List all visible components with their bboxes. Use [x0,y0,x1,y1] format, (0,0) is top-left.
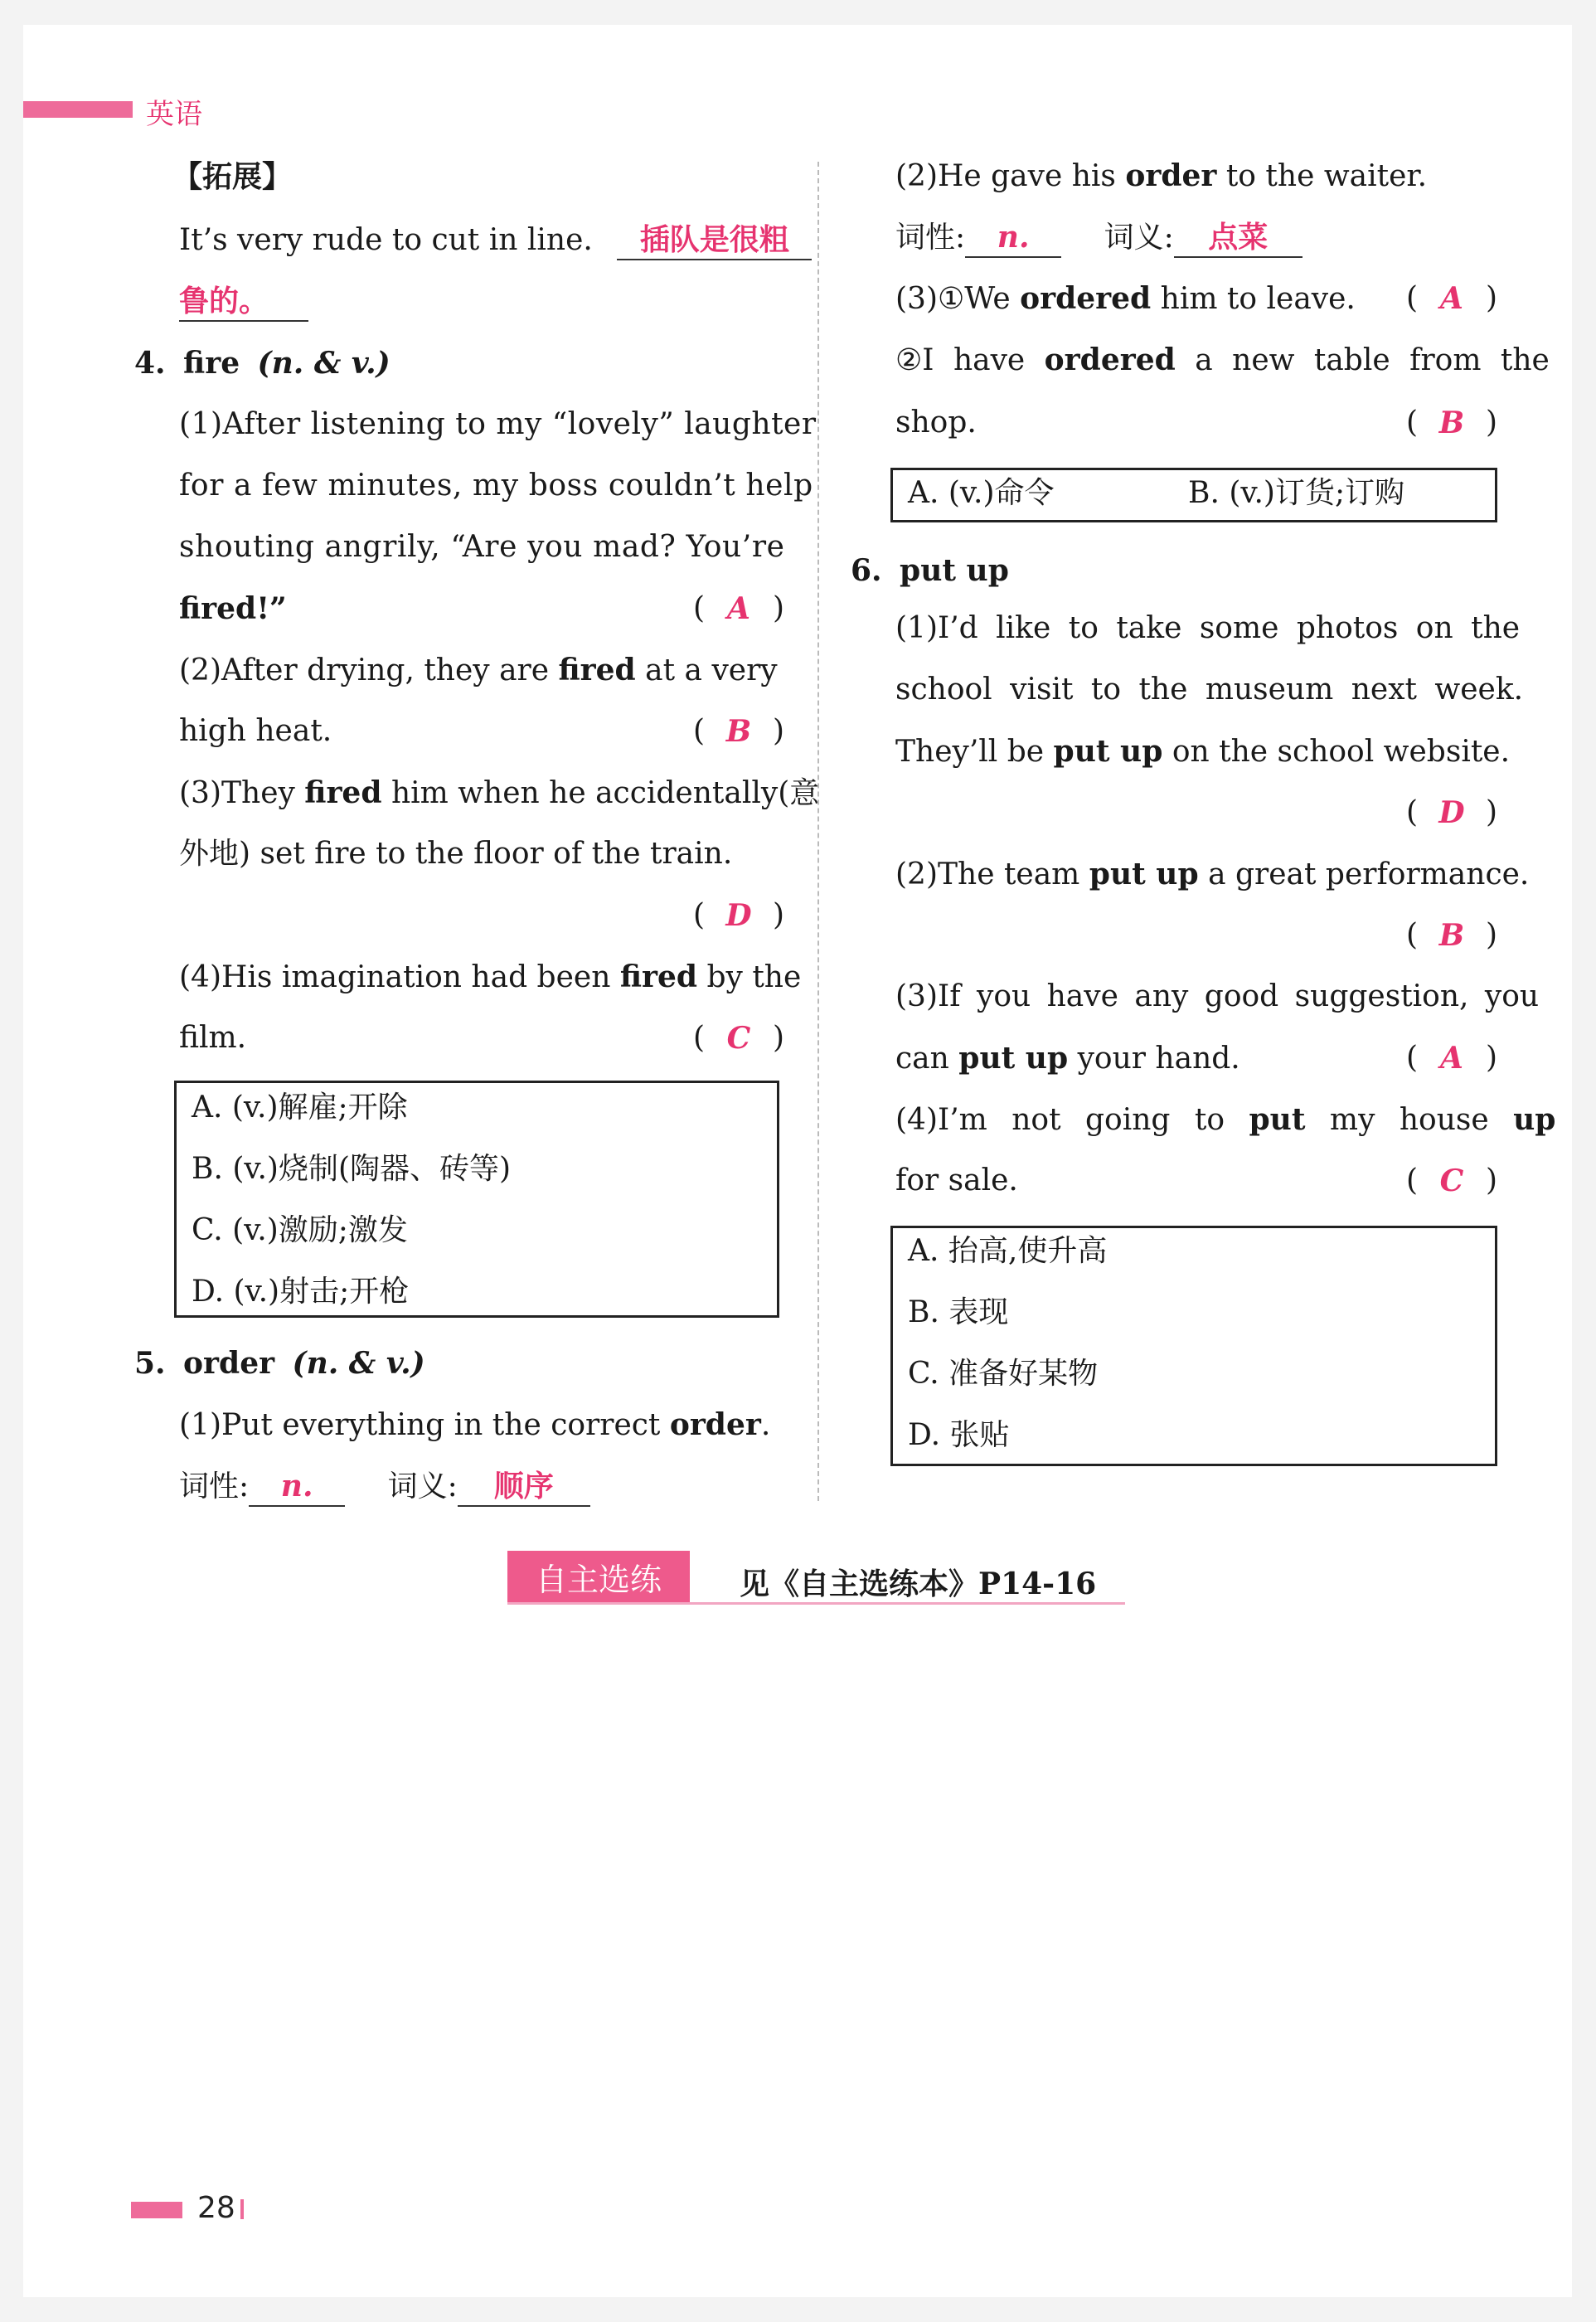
q5-2-pos-answer: n. [997,220,1030,255]
q6-option-c: C. 准备好某物 [908,1357,1099,1391]
q5-heading [134,1345,425,1382]
q4-1-answer: A [727,591,750,626]
q5-option-b: B. (v.)订货;订购 [1188,476,1405,510]
q4-word: fire [183,346,240,381]
q6-3-answer-paren: ( A ) [1406,1041,1497,1076]
q6-4-bold-1: put [1249,1102,1306,1137]
footer-tick [240,2199,244,2219]
q5-3a-bold: ordered [1020,281,1152,316]
q5-1-meaning-label: 词义: [387,1469,458,1503]
q6-4-answer: C [1439,1163,1464,1198]
q6-1-line-1: (1)I’d like to take some photos on the [895,611,1521,645]
q5-3b-answer: B [1438,406,1465,440]
footer-accent-bar [131,2202,182,2218]
q5-2-meaning-answer: 点菜 [1208,221,1269,255]
q4-option-d: D. (v.)射击;开枪 [192,1275,410,1309]
q5-2-meaning-label: 词义: [1104,221,1174,255]
q4-3-line-1 [179,775,819,812]
q6-2-pre: (2)The team [895,857,1089,891]
q6-2-line [895,856,1529,893]
q6-2-post: a great performance. [1198,857,1530,891]
subject-label: 英语 [146,98,202,131]
q4-option-a: A. (v.)解雇;开除 [192,1091,408,1125]
q4-2-pre: (2)After drying, they are [179,653,559,687]
tuozhan-answer-1: 插队是很粗 [639,223,789,257]
q6-4-tail: for sale. [895,1163,1018,1197]
q6-3-post: your hand. [1068,1042,1240,1076]
q5-2-pos-blank [965,219,1061,258]
q4-3-pre: (3)They [179,776,305,810]
q5-3b-line [895,342,1550,379]
q5-1-post: . [760,1408,771,1442]
q5-3a-line [895,280,1356,318]
q6-1-post: on the school website. [1162,735,1511,769]
q5-1-answers [179,1468,590,1507]
q6-1-line-2: school visit to the museum next week. [895,673,1524,707]
self-practice-reference[interactable]: 见《自主选练本》P14-16 [740,1567,1097,1601]
tuozhan-answer-2: 鲁的。 [179,284,269,318]
q5-2-post: to the waiter. [1216,159,1428,193]
q4-options-box [174,1081,779,1318]
q6-options-box [890,1226,1497,1466]
q5-3a-post: him to leave. [1151,282,1356,316]
tuozhan-answer-blank-1 [617,222,812,260]
q5-3b-post: a new table from the [1175,343,1550,377]
q4-4-pre: (4)His imagination had been [179,960,620,994]
q5-3b-bold: ordered [1044,342,1176,377]
q4-4-tail: film. [179,1021,247,1055]
q6-1-line-3 [895,733,1510,770]
q6-option-a: A. 抬高,使升高 [908,1234,1108,1268]
q4-3-post: him when he accidentally(意 [381,776,820,810]
q4-heading [134,345,391,382]
q6-word: put up [900,553,1009,588]
q6-2-bold: put up [1089,857,1199,891]
q4-1-line-1: (1)After listening to my “lovely” laughter [179,407,817,441]
q4-3-answer-paren: ( D ) [693,898,784,933]
q4-2-tail: high heat. [179,714,332,748]
q6-1-answer-paren: ( D ) [1406,795,1497,830]
q6-4-answer-paren: ( C ) [1406,1163,1497,1198]
q4-4-bold: fired [619,959,698,994]
q4-pos: (n. & v.) [257,346,391,381]
q5-number: 5. [134,1346,166,1381]
q6-3-pre: can [895,1042,959,1076]
q4-2-line-1 [179,652,778,689]
q5-option-a: A. (v.)命令 [908,476,1055,510]
tuozhan-heading: 【拓展】 [172,160,293,194]
q6-1-answer: D [1438,795,1465,830]
q6-3-line-1: (3)If you have any good suggestion, you [895,979,1540,1013]
q4-4-answer: C [726,1021,751,1056]
q5-1-bold: order [669,1407,761,1442]
q6-number: 6. [851,553,882,588]
q4-3-answer: D [725,898,752,933]
q5-1-meaning-blank [458,1469,590,1507]
tuozhan-sentence [179,222,812,260]
q5-1-pre: (1)Put everything in the correct [179,1408,670,1442]
q5-3b-tail: shop. [895,406,977,440]
q5-1-pos-blank [249,1468,345,1507]
q5-3a-answer-paren: ( A ) [1406,281,1497,316]
q6-4-bold-2: up [1513,1102,1556,1137]
q5-options-box [890,468,1497,522]
q4-option-c: C. (v.)激励;激发 [192,1213,408,1247]
q5-2-bold: order [1125,158,1217,193]
q6-4-pre: (4)I’m not going to [895,1103,1249,1137]
q5-1-line [179,1406,770,1444]
q6-option-d: D. 张贴 [908,1418,1010,1452]
q6-option-b: B. 表现 [908,1295,1009,1329]
q6-1-bold: put up [1053,734,1163,769]
q5-1-pos-answer: n. [280,1469,313,1503]
q6-1-pre: They’ll be [895,735,1054,769]
q4-2-post: at a very [635,653,778,687]
self-practice-label: 自主选练 [536,1562,662,1598]
q6-3-answer: A [1440,1041,1463,1076]
q4-2-answer: B [725,714,752,749]
q5-2-pre: (2)He gave his [895,159,1126,193]
q5-2-pos-label: 词性: [895,221,966,255]
column-divider [817,162,819,1501]
q4-option-b: B. (v.)烧制(陶器、砖等) [192,1152,512,1186]
q4-4-line-1 [179,959,801,996]
q4-1-line-3: shouting angrily, “Are you mad? You’re [179,530,785,564]
q5-pos: (n. & v.) [292,1346,425,1381]
q4-1-answer-paren: ( A ) [693,591,784,626]
q5-3b-answer-paren: ( B ) [1406,406,1497,440]
q4-2-bold: fired [558,653,636,687]
q5-2-answers [895,219,1303,258]
q4-4-post: by the [697,960,802,994]
q5-2-meaning-blank [1174,220,1303,258]
q4-number: 4. [134,346,166,381]
page-number: 28 [197,2191,235,2225]
q5-word: order [183,1346,275,1381]
q6-heading [851,552,1009,590]
banner-underline [507,1602,1125,1605]
q6-2-answer-paren: ( B ) [1406,918,1497,953]
q6-2-answer: B [1438,918,1465,953]
q6-3-bold: put up [958,1041,1069,1076]
q5-3b-pre: ②I have [895,343,1045,377]
q6-4-mid: my house [1305,1103,1514,1137]
tuozhan-sentence-text: It’s very rude to cut in line. [179,223,593,257]
q4-3-bold: fired [304,775,382,810]
q5-1-pos-label: 词性: [179,1469,250,1503]
tuozhan-answer-blank-2 [179,284,308,322]
q5-3a-answer: A [1440,281,1463,316]
q4-3-line-2: 外地) set fire to the floor of the train. [179,837,733,871]
q6-4-line-1 [895,1101,1555,1139]
header-accent-bar [23,101,133,118]
q5-1-meaning-answer: 顺序 [493,1469,554,1503]
q4-4-answer-paren: ( C ) [693,1021,784,1056]
q4-1-tail: fired!” [179,591,287,626]
q5-2-line [895,158,1427,195]
q4-1-line-2: for a few minutes, my boss couldn’t help [179,469,813,503]
q4-2-answer-paren: ( B ) [693,714,784,749]
q6-3-line-2 [895,1040,1240,1077]
tuozhan-answer-line-2 [179,284,308,322]
q5-3a-pre: (3)①We [895,282,1021,316]
